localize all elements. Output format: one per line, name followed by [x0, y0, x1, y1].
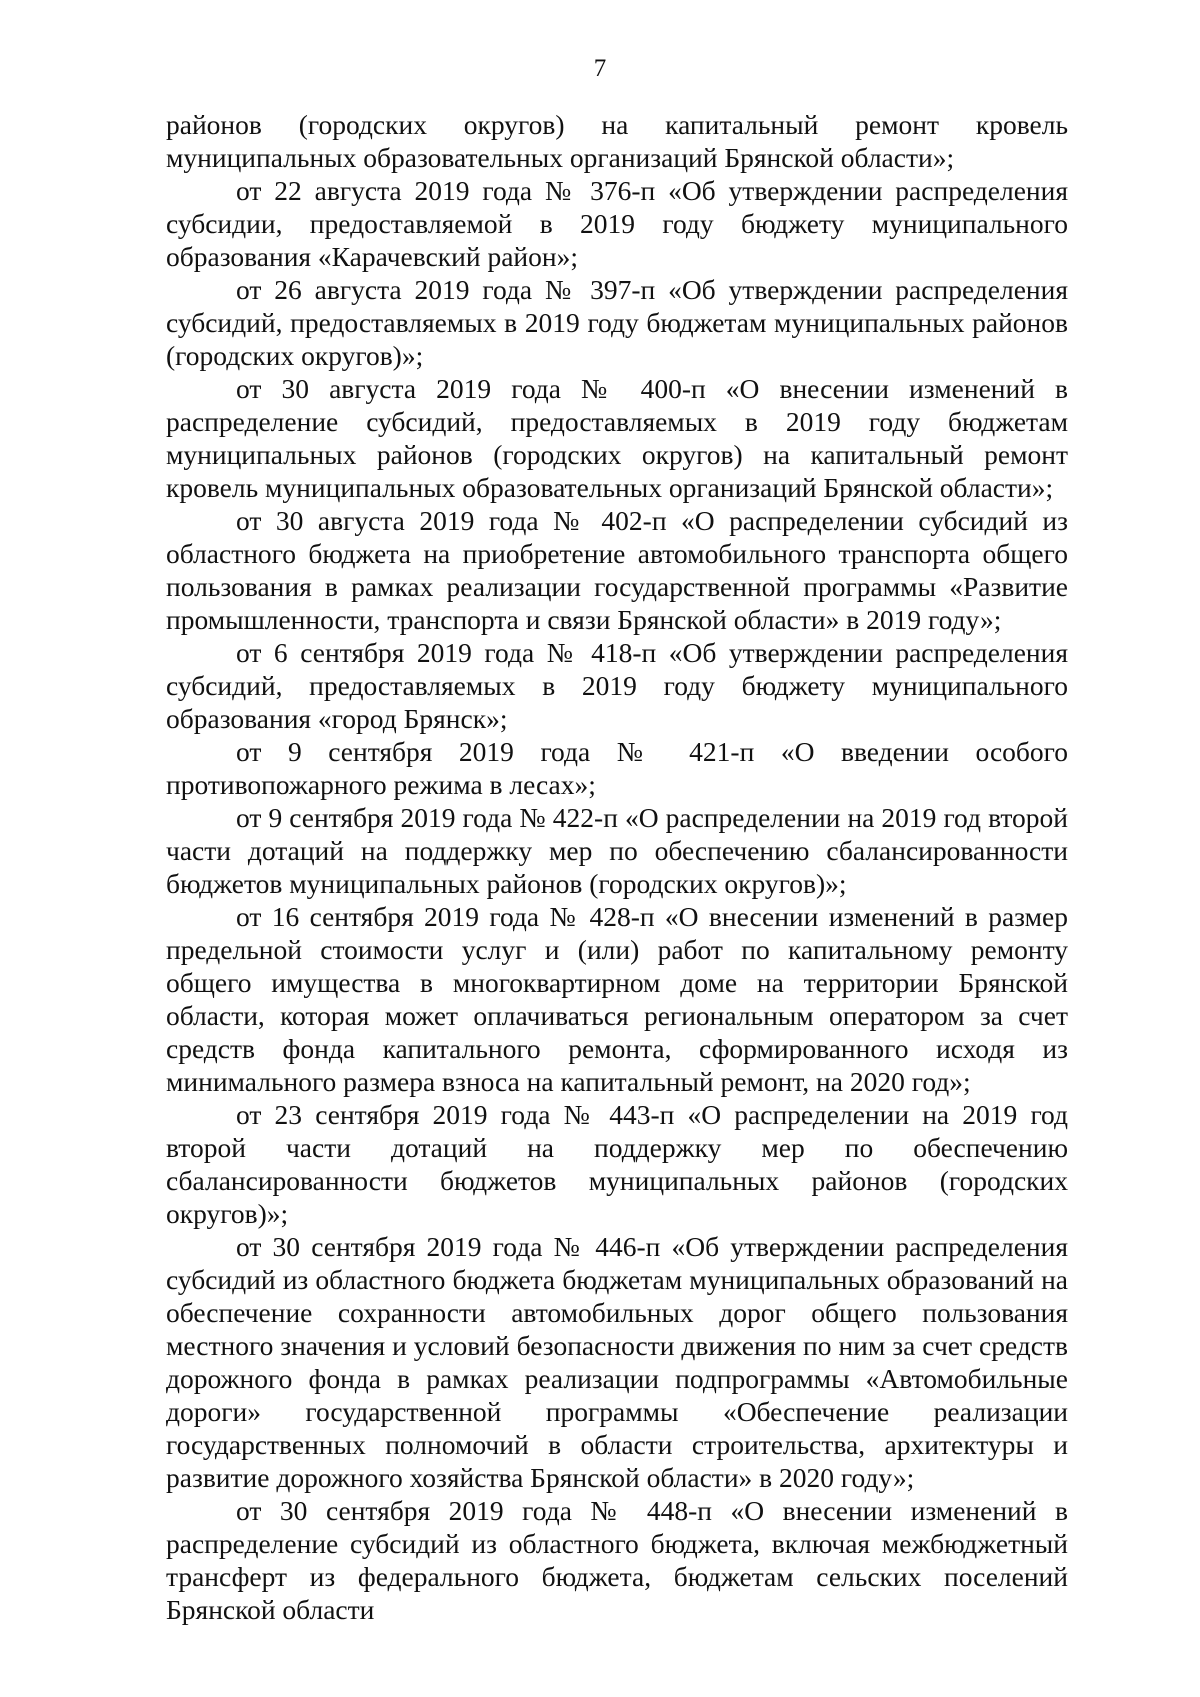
paragraph-resolution-443: от 23 сентября 2019 года № 443-п «О распределении на 2019 год второй части дотаций на поддержку мер по обеспечению сбалансированности бюджетов муниципальных районов (городских округов)»;	[166, 1099, 1068, 1229]
paragraph-resolution-448: от 30 сентября 2019 года № 448-п «О внесении изменений в распределение субсидий из областного бюджета, включая межбюджетный трансферт из федерального бюджета, бюджетам сельских поселений Брянской области	[166, 1495, 1068, 1625]
paragraph-resolution-446: от 30 сентября 2019 года № 446-п «Об утверждении распределения субсидий из областного бюджета бюджетам муниципальных образований на обеспечение сохранности автомобильных дорог общего пользования местного значения и условий безопасности движения по ним за счет средств дорожного фонда в рамках реализации подпрограммы «Автомобильные дороги» государственной программы «Обеспечение реализации государственных полномочий в области строительства, архитектуры и развитие дорожного хозяйства Брянской области» в 2020 году»;	[166, 1231, 1068, 1493]
page-number: 7	[593, 55, 607, 82]
paragraph-resolution-402: от 30 августа 2019 года № 402-п «О распределении субсидий из областного бюджета на приобретение автомобильного транспорта общего пользования в рамках реализации государственной программы «Развитие промышленности, транспорта и связи Брянской области» в 2019 году»;	[166, 505, 1068, 635]
paragraph-continuation: районов (городских округов) на капитальный ремонт кровель муниципальных образовательных организаций Брянской области»;	[166, 109, 1068, 173]
paragraph-resolution-400: от 30 августа 2019 года № 400-п «О внесении изменений в распределение субсидий, предоставляемых в 2019 году бюджетам муниципальных районов (городских округов) на капитальный ремонт кровель муниципальных образовательных организаций Брянской области»;	[166, 373, 1068, 503]
paragraph-resolution-422: от 9 сентября 2019 года № 422-п «О распределении на 2019 год второй части дотаций на поддержку мер по обеспечению сбалансированности бюджетов муниципальных районов (городских округов)»;	[166, 802, 1068, 899]
paragraph-resolution-376: от 22 августа 2019 года № 376-п «Об утверждении распределения субсидии, предоставляемой в 2019 году бюджету муниципального образования «Карачевский район»;	[166, 175, 1068, 272]
paragraph-resolution-428: от 16 сентября 2019 года № 428-п «О внесении изменений в размер предельной стоимости услуг и (или) работ по капитальному ремонту общего имущества в многоквартирном доме на территории Брянской области, которая может оплачиваться региональным оператором за счет средств фонда капитального ремонта, сформированного исходя из минимального размера взноса на капитальный ремонт, на 2020 год»;	[166, 901, 1068, 1097]
paragraph-resolution-418: от 6 сентября 2019 года № 418-п «Об утверждении распределения субсидий, предоставляемых в 2019 году бюджету муниципального образования «город Брянск»;	[166, 637, 1068, 734]
paragraph-resolution-421: от 9 сентября 2019 года № 421-п «О введении особого противопожарного режима в лесах»;	[166, 736, 1068, 800]
paragraph-resolution-397: от 26 августа 2019 года № 397-п «Об утверждении распределения субсидий, предоставляемых в 2019 году бюджетам муниципальных районов (городских округов)»;	[166, 274, 1068, 371]
document-body	[166, 108, 1068, 1626]
